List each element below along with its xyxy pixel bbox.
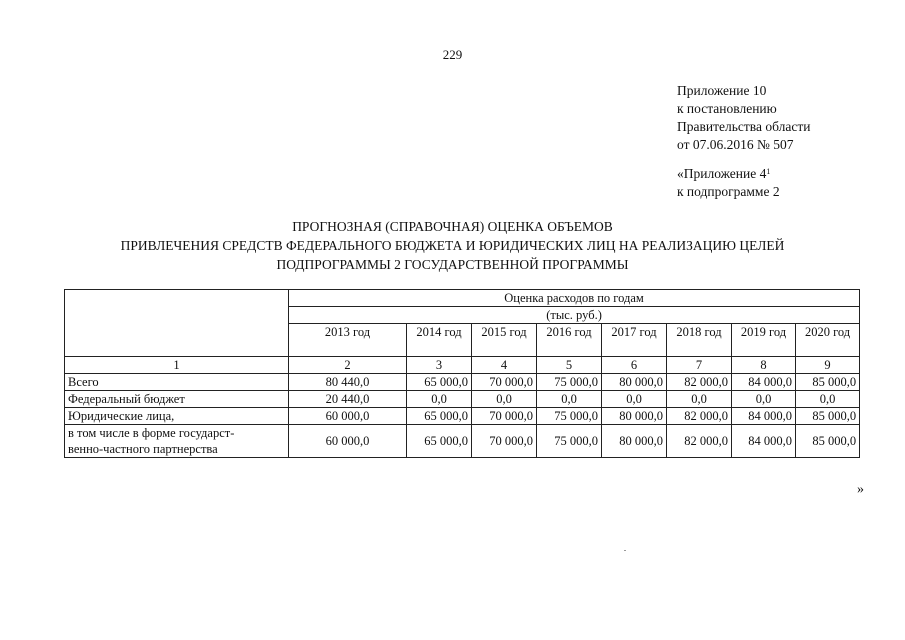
annex-line: от 07.06.2016 № 507 — [677, 137, 794, 152]
column-number: 2 — [289, 357, 407, 374]
annex-sub-line: к подпрограмме 2 — [677, 184, 780, 199]
year-header: 2016 год — [537, 324, 602, 357]
header-unit: (тыс. руб.) — [289, 307, 860, 324]
header-empty-cell — [65, 290, 289, 357]
row-value: 85 000,0 — [796, 374, 860, 391]
row-value: 80 000,0 — [602, 408, 667, 425]
page-number: 229 — [442, 47, 463, 62]
year-header: 2017 год — [602, 324, 667, 357]
year-header: 2020 год — [796, 324, 860, 357]
row-label: Юридические лица, — [65, 408, 289, 425]
row-value: 0,0 — [407, 391, 472, 408]
column-number: 1 — [65, 357, 289, 374]
row-value: 65 000,0 — [407, 408, 472, 425]
table-row — [65, 374, 860, 391]
row-value: 0,0 — [732, 391, 796, 408]
scan-speck — [624, 550, 626, 551]
row-value: 85 000,0 — [796, 408, 860, 425]
year-header: 2013 год — [289, 324, 407, 357]
table-row — [65, 425, 860, 458]
row-value: 82 000,0 — [667, 374, 732, 391]
row-value: 75 000,0 — [537, 408, 602, 425]
column-number: 3 — [407, 357, 472, 374]
row-value: 84 000,0 — [732, 408, 796, 425]
year-header: 2015 год — [472, 324, 537, 357]
table-row — [65, 408, 860, 425]
row-value: 65 000,0 — [407, 425, 472, 458]
row-value: 82 000,0 — [667, 425, 732, 458]
row-value: 70 000,0 — [472, 408, 537, 425]
title-line: ПОДПРОГРАММЫ 2 ГОСУДАРСТВЕННОЙ ПРОГРАММЫ — [276, 257, 629, 272]
row-value: 0,0 — [537, 391, 602, 408]
column-number: 7 — [667, 357, 732, 374]
year-header: 2014 год — [407, 324, 472, 357]
row-value: 0,0 — [472, 391, 537, 408]
row-value: 80 000,0 — [602, 425, 667, 458]
title-line: ПРОГНОЗНАЯ (СПРАВОЧНАЯ) ОЦЕНКА ОБЪЕМОВ — [292, 219, 613, 234]
header-main: Оценка расходов по годам — [289, 290, 860, 307]
row-value: 0,0 — [667, 391, 732, 408]
row-value: 70 000,0 — [472, 374, 537, 391]
row-value: 82 000,0 — [667, 408, 732, 425]
row-value: 84 000,0 — [732, 425, 796, 458]
annex-block — [677, 82, 810, 201]
closing-quote: » — [857, 482, 864, 497]
title-line: ПРИВЛЕЧЕНИЯ СРЕДСТВ ФЕДЕРАЛЬНОГО БЮДЖЕТА И ЮРИДИЧЕСКИХ ЛИЦ НА РЕАЛИЗАЦИЮ ЦЕЛЕЙ — [120, 238, 785, 253]
column-number: 6 — [602, 357, 667, 374]
row-value: 80 440,0 — [289, 374, 407, 391]
row-value: 0,0 — [602, 391, 667, 408]
document-title — [0, 217, 905, 274]
row-value: 60 000,0 — [289, 408, 407, 425]
column-number: 5 — [537, 357, 602, 374]
row-value: 20 440,0 — [289, 391, 407, 408]
row-value: 80 000,0 — [602, 374, 667, 391]
row-value: 60 000,0 — [289, 425, 407, 458]
row-value: 75 000,0 — [537, 425, 602, 458]
year-header: 2019 год — [732, 324, 796, 357]
estimate-table — [64, 289, 860, 458]
row-value: 75 000,0 — [537, 374, 602, 391]
annex-line: Приложение 10 — [677, 83, 767, 98]
row-value: 85 000,0 — [796, 425, 860, 458]
row-value: 0,0 — [796, 391, 860, 408]
row-value: 70 000,0 — [472, 425, 537, 458]
row-value: 65 000,0 — [407, 374, 472, 391]
row-value: 84 000,0 — [732, 374, 796, 391]
annex-line: Правительства области — [677, 119, 811, 134]
row-label: в том числе в форме государст- венно-частного партнерства — [65, 425, 289, 458]
column-number: 4 — [472, 357, 537, 374]
column-number: 9 — [796, 357, 860, 374]
row-label: Федеральный бюджет — [65, 391, 289, 408]
table-row — [65, 391, 860, 408]
annex-sub-line: «Приложение $4^1$ — [677, 166, 771, 181]
annex-line: к постановлению — [677, 101, 777, 116]
row-label: Всего — [65, 374, 289, 391]
year-header: 2018 год — [667, 324, 732, 357]
column-number: 8 — [732, 357, 796, 374]
